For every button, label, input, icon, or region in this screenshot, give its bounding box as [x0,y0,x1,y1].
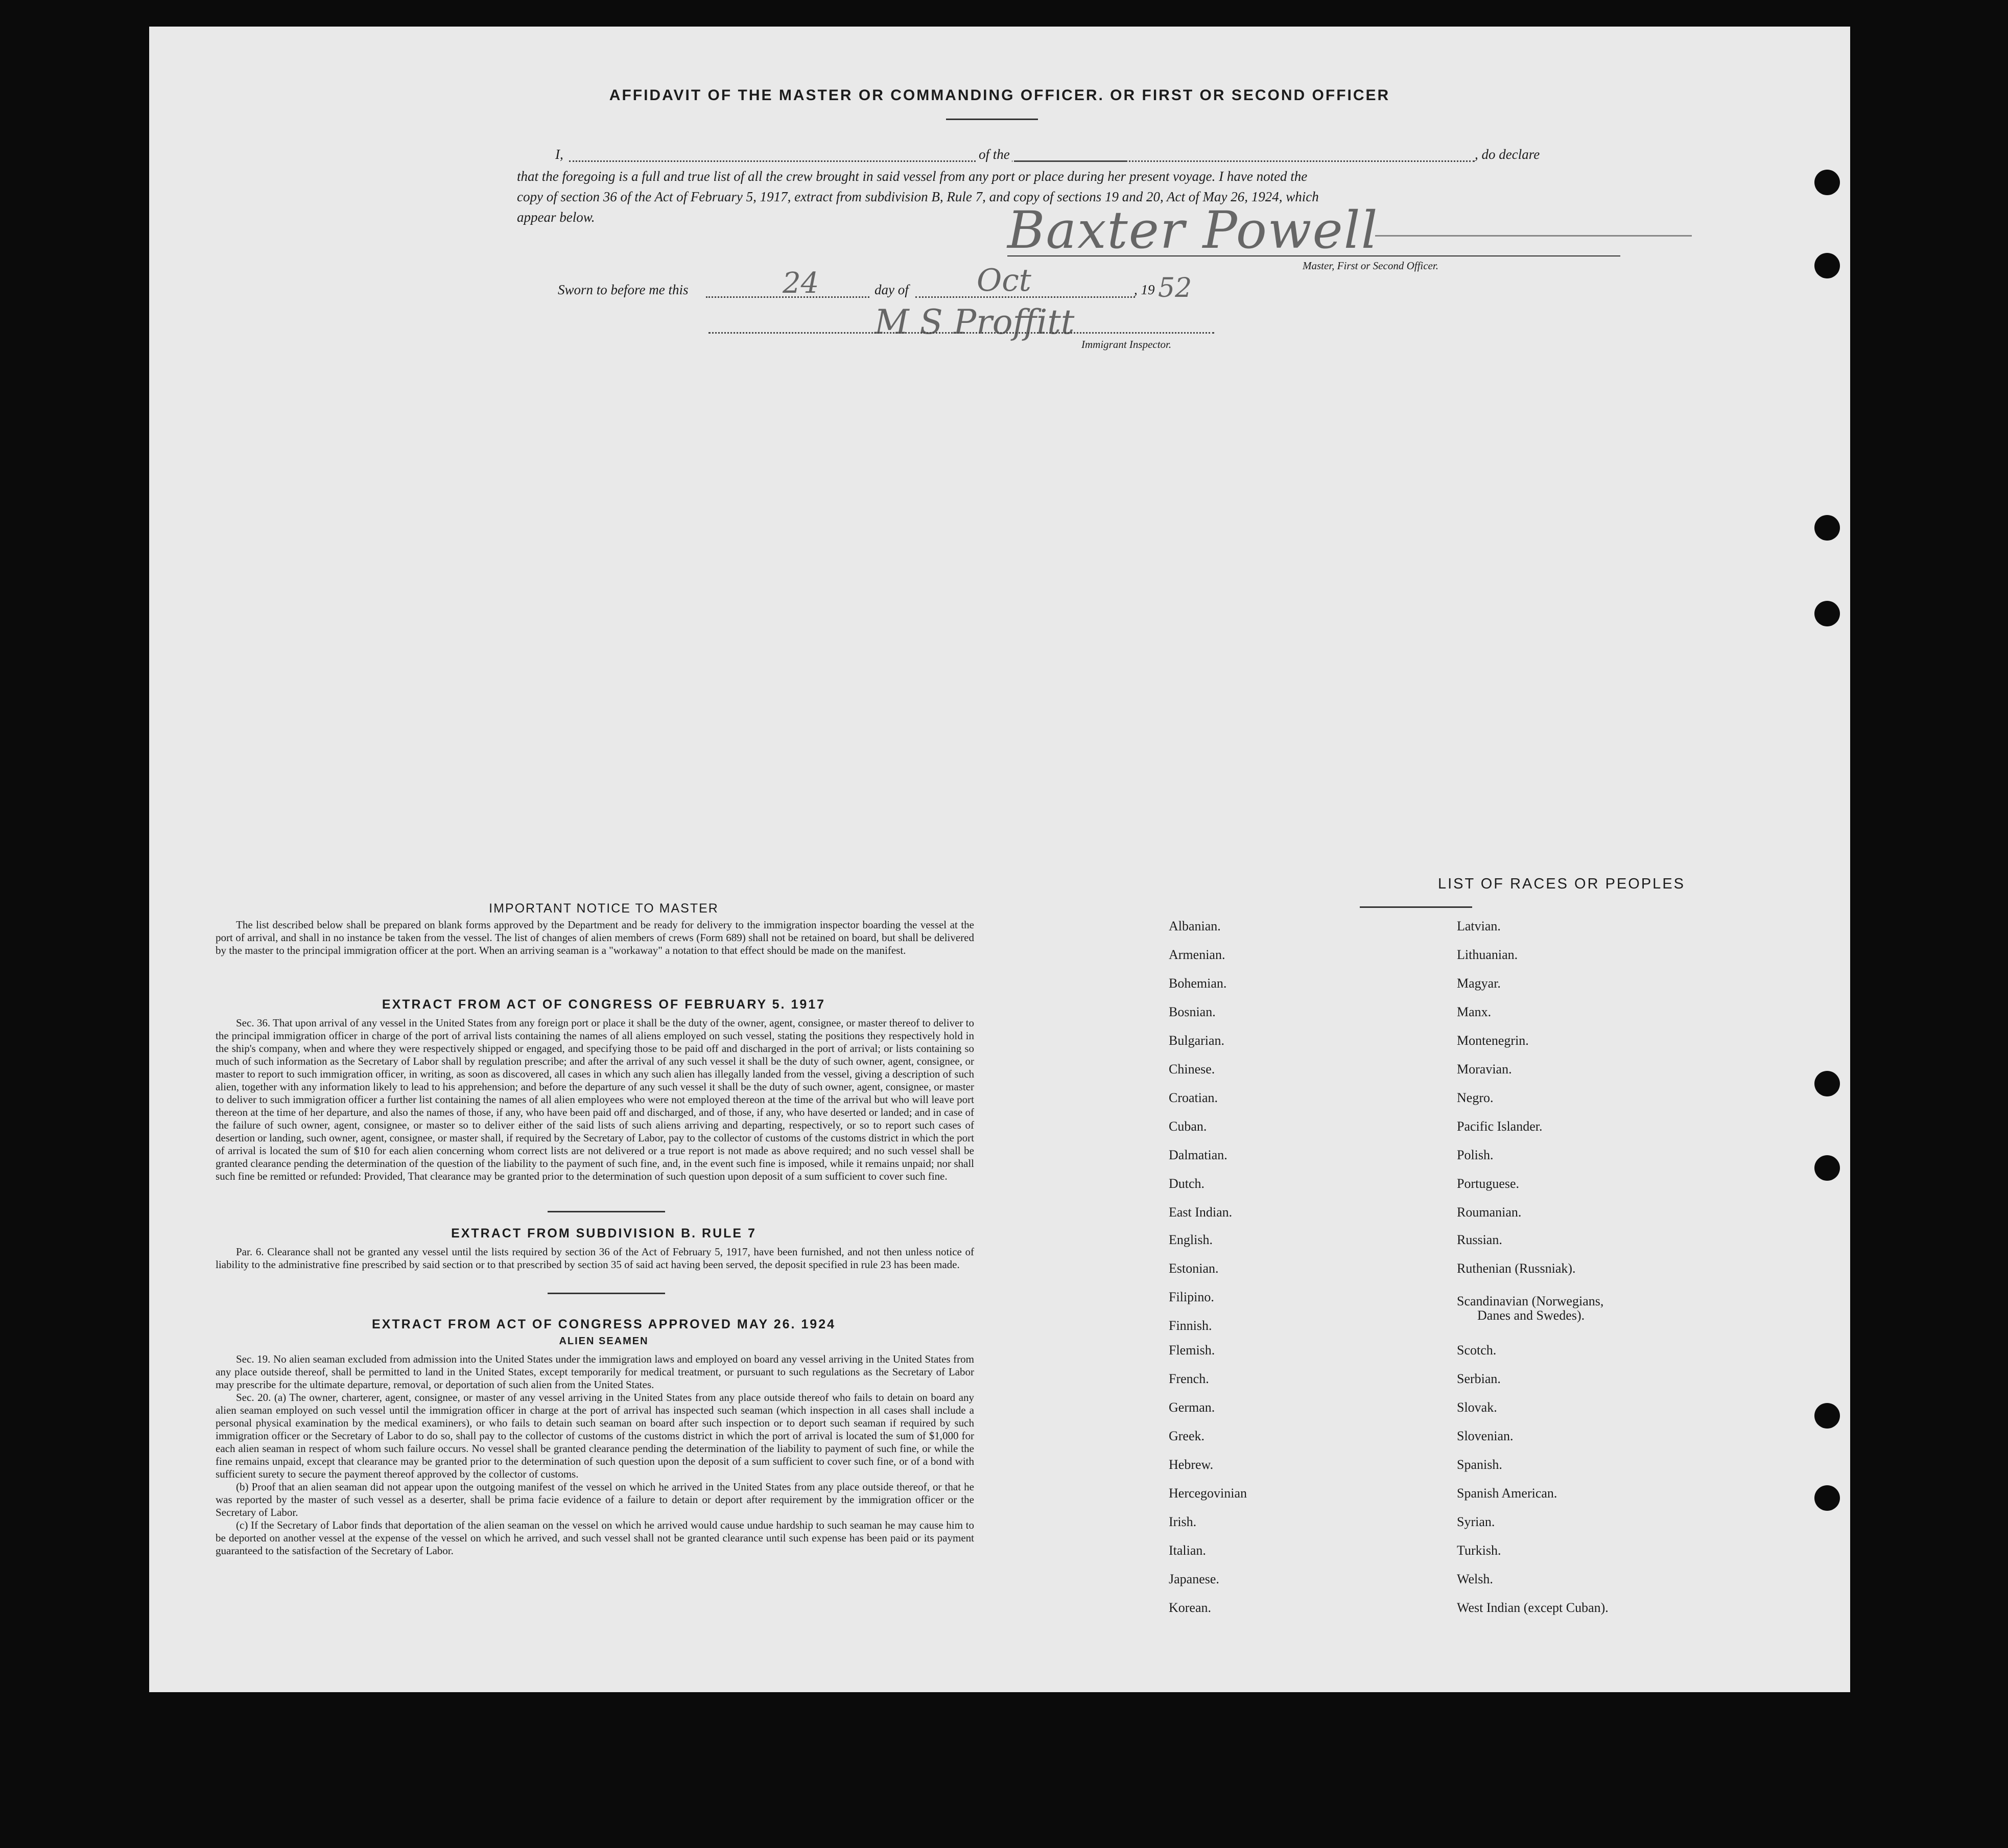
race-right-3: Manx. [1457,1004,1492,1019]
race-right-10: Roumanian. [1457,1205,1522,1220]
affidavit-title: AFFIDAVIT OF THE MASTER OR COMMANDING OFFICER. OR FIRST OR SECOND OFFICER [609,87,1390,104]
race-right-13: Scandinavian (Norwegians, [1457,1294,1604,1308]
race-right-16: Serbian. [1457,1371,1501,1386]
race-left-23: Japanese. [1169,1572,1219,1586]
punch-hole [1814,253,1840,278]
race-left-5: Chinese. [1169,1062,1215,1077]
race-left-4: Bulgarian. [1169,1033,1225,1048]
inspector-caption: Immigrant Inspector. [1081,338,1172,350]
race-right-1: Lithuanian. [1457,947,1518,962]
extract-1924-subtitle: ALIEN SEAMEN [559,1336,649,1347]
rule7-text: Par. 6. Clearance shall not be granted any vessel until the lists required by section 36 of the Act of February 5, 1917, have been furnished, and not then unless notice of liability to the administrative fine prescribed by said section or to that prescribed by section 35 of said act having been served, the deposit specified in rule 23 has been made. [216,1246,974,1271]
i-label: I, [555,147,563,162]
race-right-18: Slovenian. [1457,1429,1514,1443]
race-left-19: Hebrew. [1169,1457,1214,1472]
race-right-15: Scotch. [1457,1343,1497,1358]
race-left-10: East Indian. [1169,1205,1233,1220]
punch-hole [1814,515,1840,541]
affidavit-body-line3: appear below. [517,209,595,225]
race-right-14: Danes and Swedes). [1477,1308,1585,1323]
race-left-6: Croatian. [1169,1090,1218,1105]
sworn-day-handwriting: 24 [783,267,819,300]
inspector-signature-line [708,332,1214,334]
vessel-blank-line [1015,160,1475,162]
master-caption: Master, First or Second Officer. [1303,260,1438,272]
divider-rule7 [548,1293,665,1294]
title-divider [946,119,1038,120]
race-right-21: Syrian. [1457,1514,1495,1529]
extract-1917-text: Sec. 36. That upon arrival of any vessel in the United States from any foreign port or place it shall be the duty of the owner, agent, consignee, or master thereof to deliver to the principal immigration officer in charge of the port of arrival lists containing the names of all aliens employed on such vessel, stating the positions they respectively hold in the ship's company, when and where they were respectively shipped or engaged, and specifying those to be paid off and discharged in the port of arrival; or lists containing so much of such information as the Secretary of Labor shall by regulation prescribe; and after the arrival of any such vessel it shall be the duty of such owner, agent, consignee, or master to report to such immigration officer, in writing, as soon as discovered, all cases in which any such alien has illegally landed from the vessel, giving a description of such alien, together with any information likely to lead to his apprehension; and before the departure of any such vessel it shall be the duty of such owner, agent, consignee, or master to deliver to such immigration officer a further list containing the names of all alien employees who were not employed thereon at the time of the arrival but who will leave port thereon at the time of her departure, and also the names of those, if any, who have been paid off and discharged, and of those, if any, who have deserted or landed; and in case of the failure of such owner, agent, consignee, or master so to deliver either of the said lists of such aliens arriving and departing, respectively, or so to report such cases of desertion or landing, such owner, agent, consignee, or master shall, if required by the Secretary of Labor, pay to the collector of customs of the customs district in which the port of arrival is located the sum of $10 for each alien concerning whom correct lists are not delivered or a true report is not made as above required; and no such vessel shall be granted clearance pending the determination of the question of the liability to the payment of such fine, and, in the event such fine is imposed, while it remains unpaid; nor shall such fine be remitted or refunded: Provided, That clearance may be granted prior to the determination of such question upon deposit of a sum sufficient to cover such fine. [216,1017,974,1182]
race-left-20: Hercegovinian [1169,1486,1247,1501]
race-right-17: Slovak. [1457,1400,1497,1415]
race-left-15: Flemish. [1169,1343,1215,1358]
race-left-12: Estonian. [1169,1261,1219,1276]
sworn-label: Sworn to before me this [558,282,689,297]
rule7-title: EXTRACT FROM SUBDIVISION B. RULE 7 [451,1226,757,1241]
race-right-9: Portuguese. [1457,1176,1520,1191]
punch-hole [1814,170,1840,195]
race-left-2: Bohemian. [1169,976,1227,991]
punch-hole [1814,1485,1840,1511]
race-right-7: Pacific Islander. [1457,1119,1543,1134]
affidavit-body-line2: copy of section 36 of the Act of February 5, 1917, extract from subdivision B, Rule 7, and copy of sections 19 and 20, Act of May 26, 1924, which [517,189,1319,204]
sworn-year-handwriting: 52 [1158,273,1192,303]
race-right-0: Latvian. [1457,919,1501,933]
race-left-14: Finnish. [1169,1318,1212,1333]
races-divider [1360,906,1472,908]
race-left-18: Greek. [1169,1429,1205,1443]
race-left-13: Filipino. [1169,1290,1214,1304]
master-signature-line [1007,255,1620,256]
race-left-0: Albanian. [1169,919,1221,933]
punch-hole [1814,1403,1840,1429]
sec19-paragraph: Sec. 19. No alien seaman excluded from admission into the United States under the immigration laws and employed on board any vessel arriving in the United States from any place outside thereof, shall be permitted to land in the United States, except temporarily for medical treatment, or pursuant to such regulations as the Secretary of Labor may prescribe for the ultimate departure, removal, or deportation of such alien from the United States. [216,1353,974,1391]
race-right-20: Spanish American. [1457,1486,1557,1501]
punch-hole [1814,1155,1840,1181]
inspector-signature: M S Proffitt [875,302,1075,342]
punch-hole [1814,601,1840,626]
race-right-8: Polish. [1457,1148,1494,1162]
day-of-label: day of [875,282,909,297]
race-right-5: Moravian. [1457,1062,1512,1077]
races-title: LIST OF RACES OR PEOPLES [1437,876,1686,892]
sec20b-paragraph: (b) Proof that an alien seaman did not appear upon the outgoing manifest of the vessel on which he arrived in the United States from any place outside thereof, or that he was reported by the master of such vessel as a deserter, shall be prima facie evidence of a failure to detain or deport after requirement by the immigration officer or the Secretary of Labor. [216,1481,974,1518]
of-the-label: of the [977,147,1012,162]
race-left-16: French. [1169,1371,1209,1386]
race-left-11: English. [1169,1232,1213,1247]
race-left-22: Italian. [1169,1543,1206,1558]
master-signature: Baxter Powell [1007,200,1379,260]
sworn-month-handwriting: Oct [977,263,1031,298]
do-declare-label: , do declare [1475,147,1540,162]
race-right-11: Russian. [1457,1232,1502,1247]
signature-flourish [1375,235,1692,237]
race-left-8: Dalmatian. [1169,1148,1227,1162]
notice-text: The list described below shall be prepared on blank forms approved by the Department and be ready for delivery to the immigration inspector boarding the vessel at the port of arrival, and shall in no instance be taken from the vessel. The list of changes of alien members of crews (Form 689) shall not be retained on board, but shall be delivered by the master to the principal immigration officer at the port. When an arriving seaman is a "workaway" a notation to that effect should be made on the manifest. [216,919,974,956]
race-right-23: Welsh. [1457,1572,1493,1586]
race-left-3: Bosnian. [1169,1004,1216,1019]
affidavit-body-line1: that the foregoing is a full and true list of all the crew brought in said vessel from any port or place during her present voyage. I have noted the [517,169,1308,184]
race-left-7: Cuban. [1169,1119,1207,1134]
year-prefix: , 19 [1134,282,1155,297]
race-left-17: German. [1169,1400,1215,1415]
sec20a-paragraph: Sec. 20. (a) The owner, charterer, agent, consignee, or master of any vessel arriving in the United States from any place outside thereof who fails to detain on board any alien seaman employed on such vessel until the immigration officer in charge at the port of arrival has inspected such seaman (which inspection in all cases shall include a personal physical examination by the medical examiners), or who fails to detain such seaman on board after such inspection or to deport such seaman if required by such immigration officer or the Secretary of Labor to do so, shall pay to the collector of customs of the customs district in which the port of arrival is located the sum of $1,000 for each alien seaman in respect of whom such failure occurs. No vessel shall be granted clearance pending the determination of the liability to payment of such fine, or while the fine remains unpaid, except that clearance may be granted prior to the determination of such question upon the deposit of a sum sufficient to cover such fine, or of a bond with sufficient surety to secure the payment thereof approved by the collector of customs. [216,1391,974,1480]
punch-hole [1814,1071,1840,1096]
race-right-24: West Indian (except Cuban). [1457,1600,1609,1615]
race-left-24: Korean. [1169,1600,1212,1615]
sec20c-paragraph: (c) If the Secretary of Labor finds that deportation of the alien seaman on the vessel on which he arrived would cause undue hardship to such seaman he may cause him to be deported on another vessel at the expense of the vessel on which he arrived, and such vessel shall not be granted clearance until such expense has been paid or its payment guaranteed to the satisfaction of the Secretary of Labor. [216,1519,974,1557]
race-right-22: Turkish. [1457,1543,1501,1558]
race-left-1: Armenian. [1169,947,1225,962]
extract-1917-title: EXTRACT FROM ACT OF CONGRESS OF FEBRUARY 5. 1917 [382,997,826,1012]
race-right-19: Spanish. [1457,1457,1502,1472]
extract-1924-title: EXTRACT FROM ACT OF CONGRESS APPROVED MAY 26. 1924 [371,1317,836,1331]
document-page [149,27,1850,1692]
race-left-9: Dutch. [1169,1176,1205,1191]
race-right-6: Negro. [1457,1090,1494,1105]
notice-title: IMPORTANT NOTICE TO MASTER [489,901,719,916]
race-right-2: Magyar. [1457,976,1501,991]
race-right-4: Montenegrin. [1457,1033,1529,1048]
race-right-12: Ruthenian (Russniak). [1457,1261,1576,1276]
race-left-21: Irish. [1169,1514,1197,1529]
extract-1924-text [216,1353,974,1557]
divider-1917 [548,1211,665,1212]
